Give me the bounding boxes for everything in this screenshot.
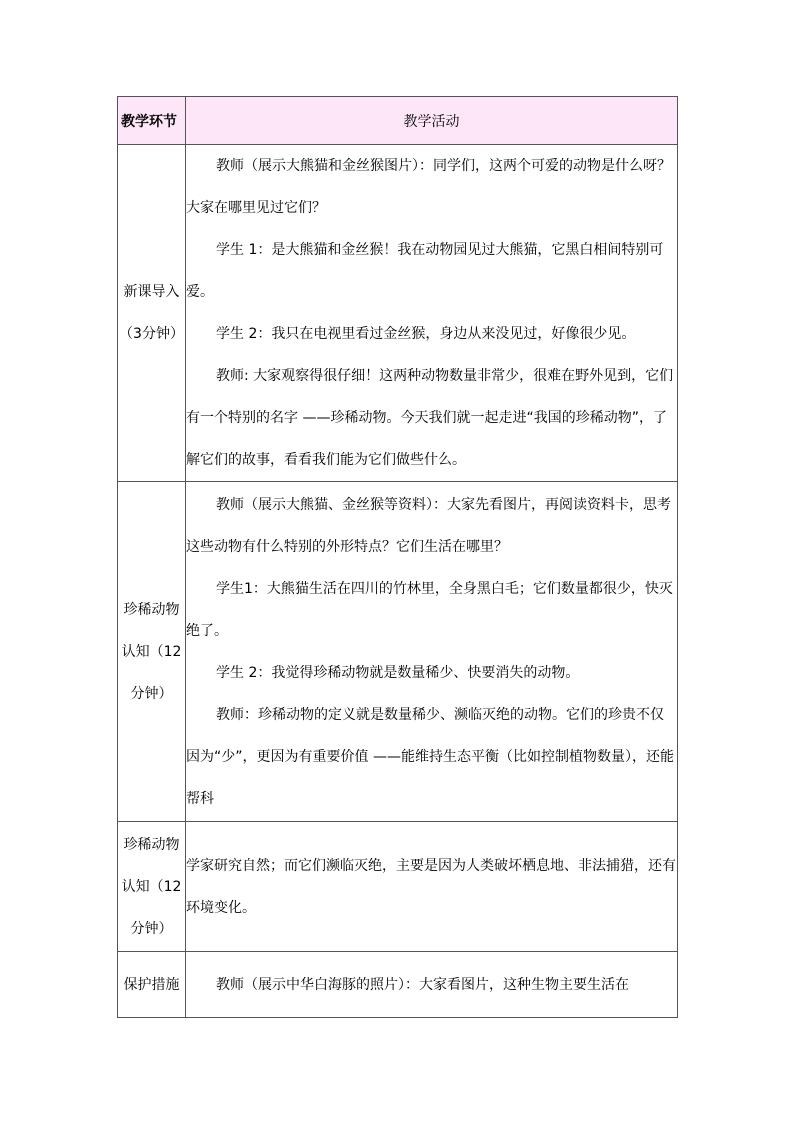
activity-paragraph: 教师: 大家观察得很仔细！这两种动物数量非常少，很难在野外见到，它们有一个特别的名字 ——珍稀动物。今天我们就一起走进“我国的珍稀动物”，了解它们的故事，看看我们能为它们做些什么。	[186, 368, 674, 468]
activity-paragraph: 教师（展示大熊猫和金丝猴图片）：同学们，这两个可爱的动物是什么呀？大家在哪里见过它们？	[186, 158, 671, 216]
activity-paragraph: 学生 1：是大熊猫和金丝猴！我在动物园见过大熊猫，它黑白相间特别可爱。	[186, 242, 664, 300]
activity-cell	[186, 145, 678, 482]
activity-paragraph: 教师（展示大熊猫、金丝猴等资料）：大家先看图片，再阅读资料卡，思考这些动物有什么特别的外形特点？它们生活在哪里？	[186, 496, 671, 555]
activity-cell	[186, 952, 678, 1018]
table-row	[118, 952, 678, 1018]
activity-paragraph: 学生 2：我只在电视里看过金丝猴，身边从来没见过，好像很少见。	[216, 326, 636, 342]
table-row	[118, 822, 678, 952]
stage-cell: 珍稀动物认知（12分钟）	[118, 822, 186, 952]
activity-paragraph: 教师：珍稀动物的定义就是数量稀少、濒临灭绝的动物。它们的珍贵不仅因为“少”，更因为有重要价值 ——能维持生态平衡（比如控制植物数量），还能帮科	[186, 706, 674, 807]
header-stage: 教学环节	[118, 97, 186, 145]
activity-cell	[186, 822, 678, 952]
activity-paragraph: 教师（展示中华白海豚的照片）：大家看图片，这种生物主要生活在	[216, 976, 629, 993]
table-header-row	[118, 97, 678, 145]
table-row	[118, 145, 678, 482]
lesson-plan-table	[117, 96, 678, 1018]
stage-cell: 珍稀动物认知（12分钟）	[118, 482, 186, 822]
activity-paragraph: 学生1：大熊猫生活在四川的竹林里，全身黑白毛；它们数量都很少，快灭绝了。	[186, 580, 673, 639]
stage-cell: 新课导入（3分钟）	[118, 145, 186, 482]
activity-paragraph: 学家研究自然；而它们濒临灭绝，主要是因为人类破坏栖息地、非法捕猎，还有环境变化。	[186, 857, 676, 916]
activity-paragraph: 学生 2：我觉得珍稀动物就是数量稀少、快要消失的动物。	[216, 664, 580, 681]
table-row	[118, 482, 678, 822]
activity-cell	[186, 482, 678, 822]
header-activity: 教学活动	[186, 97, 678, 145]
stage-cell: 保护措施	[118, 952, 186, 1018]
